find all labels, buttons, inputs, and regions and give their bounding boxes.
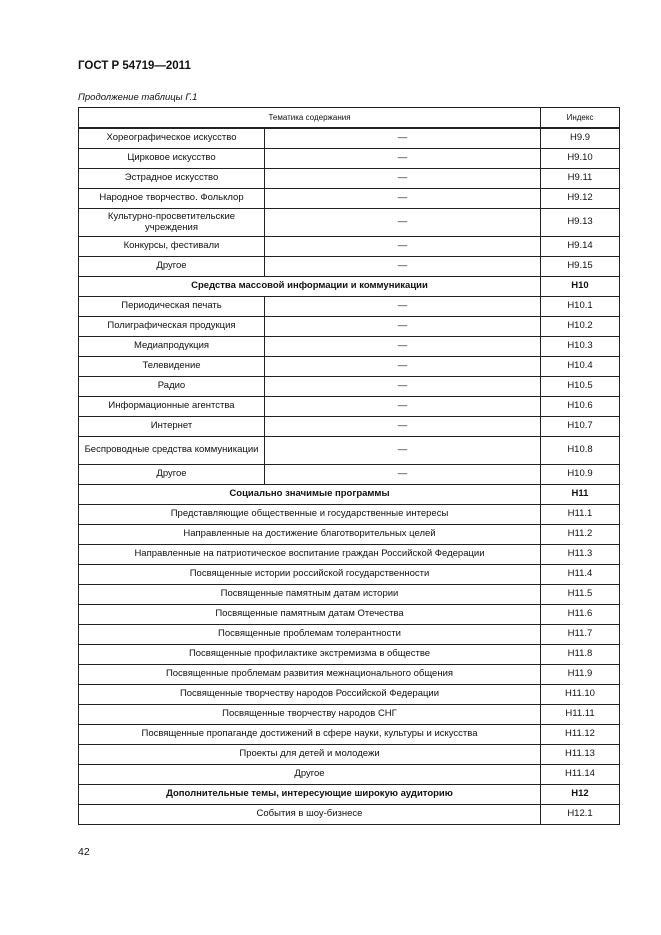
index-cell: H11.11 — [541, 705, 620, 725]
index-cell: H11.1 — [541, 505, 620, 525]
table-row — [79, 417, 620, 437]
index-cell: H11 — [541, 485, 620, 505]
table-section-row — [79, 277, 620, 297]
index-cell: H9.10 — [541, 149, 620, 169]
index-cell: H11.12 — [541, 725, 620, 745]
index-cell: H12.1 — [541, 805, 620, 825]
dash-cell: — — [265, 189, 541, 209]
topic-cell: Интернет — [79, 417, 265, 437]
table-row — [79, 169, 620, 189]
table-row — [79, 128, 620, 149]
topic-cell: Проекты для детей и молодежи — [79, 745, 541, 765]
table-row — [79, 357, 620, 377]
column-header-topic: Тематика содержания — [79, 108, 541, 129]
topic-cell: Цирковое искусство — [79, 149, 265, 169]
table-row — [79, 505, 620, 525]
index-cell: H10.4 — [541, 357, 620, 377]
document-title: ГОСТ Р 54719—2011 — [78, 60, 191, 72]
topic-cell: Беспроводные средства коммуникации — [79, 437, 265, 465]
section-title-cell: Дополнительные темы, интересующие широкую аудиторию — [79, 785, 541, 805]
topic-cell: Посвященные памятным датам Отечества — [79, 605, 541, 625]
table-header-row — [79, 108, 620, 129]
table-row — [79, 397, 620, 417]
table-row — [79, 805, 620, 825]
content-table — [78, 107, 620, 825]
table-row — [79, 465, 620, 485]
topic-cell: Другое — [79, 257, 265, 277]
topic-cell: Телевидение — [79, 357, 265, 377]
index-cell: H10.3 — [541, 337, 620, 357]
dash-cell: — — [265, 149, 541, 169]
index-cell: H9.15 — [541, 257, 620, 277]
index-cell: H11.5 — [541, 585, 620, 605]
topic-cell: Народное творчество. Фольклор — [79, 189, 265, 209]
table-row — [79, 189, 620, 209]
index-cell: H11.7 — [541, 625, 620, 645]
table-caption: Продолжение таблицы Г.1 — [78, 92, 198, 103]
dash-cell: — — [265, 437, 541, 465]
dash-cell: — — [265, 257, 541, 277]
topic-cell: Радио — [79, 377, 265, 397]
index-cell: H10.7 — [541, 417, 620, 437]
table-row — [79, 257, 620, 277]
dash-cell: — — [265, 128, 541, 149]
index-cell: H10.5 — [541, 377, 620, 397]
index-cell: H11.4 — [541, 565, 620, 585]
index-cell: H10.8 — [541, 437, 620, 465]
dash-cell: — — [265, 357, 541, 377]
topic-cell: Информационные агентства — [79, 397, 265, 417]
dash-cell: — — [265, 169, 541, 189]
dash-cell: — — [265, 317, 541, 337]
table-row — [79, 565, 620, 585]
topic-cell: Культурно-просветительские учреждения — [79, 209, 265, 237]
topic-cell: Другое — [79, 765, 541, 785]
index-cell: H11.9 — [541, 665, 620, 685]
topic-cell: Полиграфическая продукция — [79, 317, 265, 337]
index-cell: H11.3 — [541, 545, 620, 565]
dash-cell: — — [265, 209, 541, 237]
table-row — [79, 377, 620, 397]
topic-cell: Другое — [79, 465, 265, 485]
index-cell: H9.12 — [541, 189, 620, 209]
index-cell: H10.1 — [541, 297, 620, 317]
topic-cell: Посвященные профилактике экстремизма в обществе — [79, 645, 541, 665]
topic-cell: Хореографическое искусство — [79, 128, 265, 149]
table-row — [79, 297, 620, 317]
dash-cell: — — [265, 337, 541, 357]
dash-cell: — — [265, 417, 541, 437]
topic-cell: Посвященные проблемам развития межнационального общения — [79, 665, 541, 685]
table-section-row — [79, 485, 620, 505]
table-row — [79, 585, 620, 605]
index-cell: H11.6 — [541, 605, 620, 625]
table-row — [79, 725, 620, 745]
table-row — [79, 525, 620, 545]
index-cell: H10 — [541, 277, 620, 297]
dash-cell: — — [265, 465, 541, 485]
dash-cell: — — [265, 377, 541, 397]
page-number: 42 — [78, 846, 90, 858]
topic-cell: Посвященные истории российской государственности — [79, 565, 541, 585]
column-header-index: Индекс — [541, 108, 620, 129]
index-cell: H9.9 — [541, 128, 620, 149]
table-row — [79, 149, 620, 169]
index-cell: H9.11 — [541, 169, 620, 189]
table-row — [79, 645, 620, 665]
index-cell: H9.13 — [541, 209, 620, 237]
topic-cell: Эстрадное искусство — [79, 169, 265, 189]
index-cell: H9.14 — [541, 237, 620, 257]
topic-cell: Медиапродукция — [79, 337, 265, 357]
table-row — [79, 237, 620, 257]
table-body — [79, 128, 620, 825]
dash-cell: — — [265, 237, 541, 257]
table-row — [79, 745, 620, 765]
table-row — [79, 665, 620, 685]
table-row — [79, 545, 620, 565]
table-row — [79, 625, 620, 645]
topic-cell: Представляющие общественные и государственные интересы — [79, 505, 541, 525]
topic-cell: Посвященные проблемам толерантности — [79, 625, 541, 645]
topic-cell: Посвященные творчеству народов Российской Федерации — [79, 685, 541, 705]
topic-cell: События в шоу-бизнесе — [79, 805, 541, 825]
table-row — [79, 437, 620, 465]
index-cell: H11.13 — [541, 745, 620, 765]
dash-cell: — — [265, 297, 541, 317]
index-cell: H11.14 — [541, 765, 620, 785]
index-cell: H10.2 — [541, 317, 620, 337]
table-row — [79, 209, 620, 237]
table-row — [79, 705, 620, 725]
table-row — [79, 765, 620, 785]
topic-cell: Направленные на патриотическое воспитание граждан Российской Федерации — [79, 545, 541, 565]
table-row — [79, 605, 620, 625]
topic-cell: Конкурсы, фестивали — [79, 237, 265, 257]
topic-cell: Посвященные пропаганде достижений в сфере науки, культуры и искусства — [79, 725, 541, 745]
index-cell: H12 — [541, 785, 620, 805]
dash-cell: — — [265, 397, 541, 417]
index-cell: H10.9 — [541, 465, 620, 485]
topic-cell: Посвященные творчеству народов СНГ — [79, 705, 541, 725]
section-title-cell: Средства массовой информации и коммуникации — [79, 277, 541, 297]
index-cell: H11.8 — [541, 645, 620, 665]
table-row — [79, 317, 620, 337]
topic-cell: Посвященные памятным датам истории — [79, 585, 541, 605]
table-section-row — [79, 785, 620, 805]
topic-cell: Периодическая печать — [79, 297, 265, 317]
section-title-cell: Социально значимые программы — [79, 485, 541, 505]
topic-cell: Направленные на достижение благотворительных целей — [79, 525, 541, 545]
table-row — [79, 685, 620, 705]
index-cell: H10.6 — [541, 397, 620, 417]
table-row — [79, 337, 620, 357]
index-cell: H11.10 — [541, 685, 620, 705]
index-cell: H11.2 — [541, 525, 620, 545]
